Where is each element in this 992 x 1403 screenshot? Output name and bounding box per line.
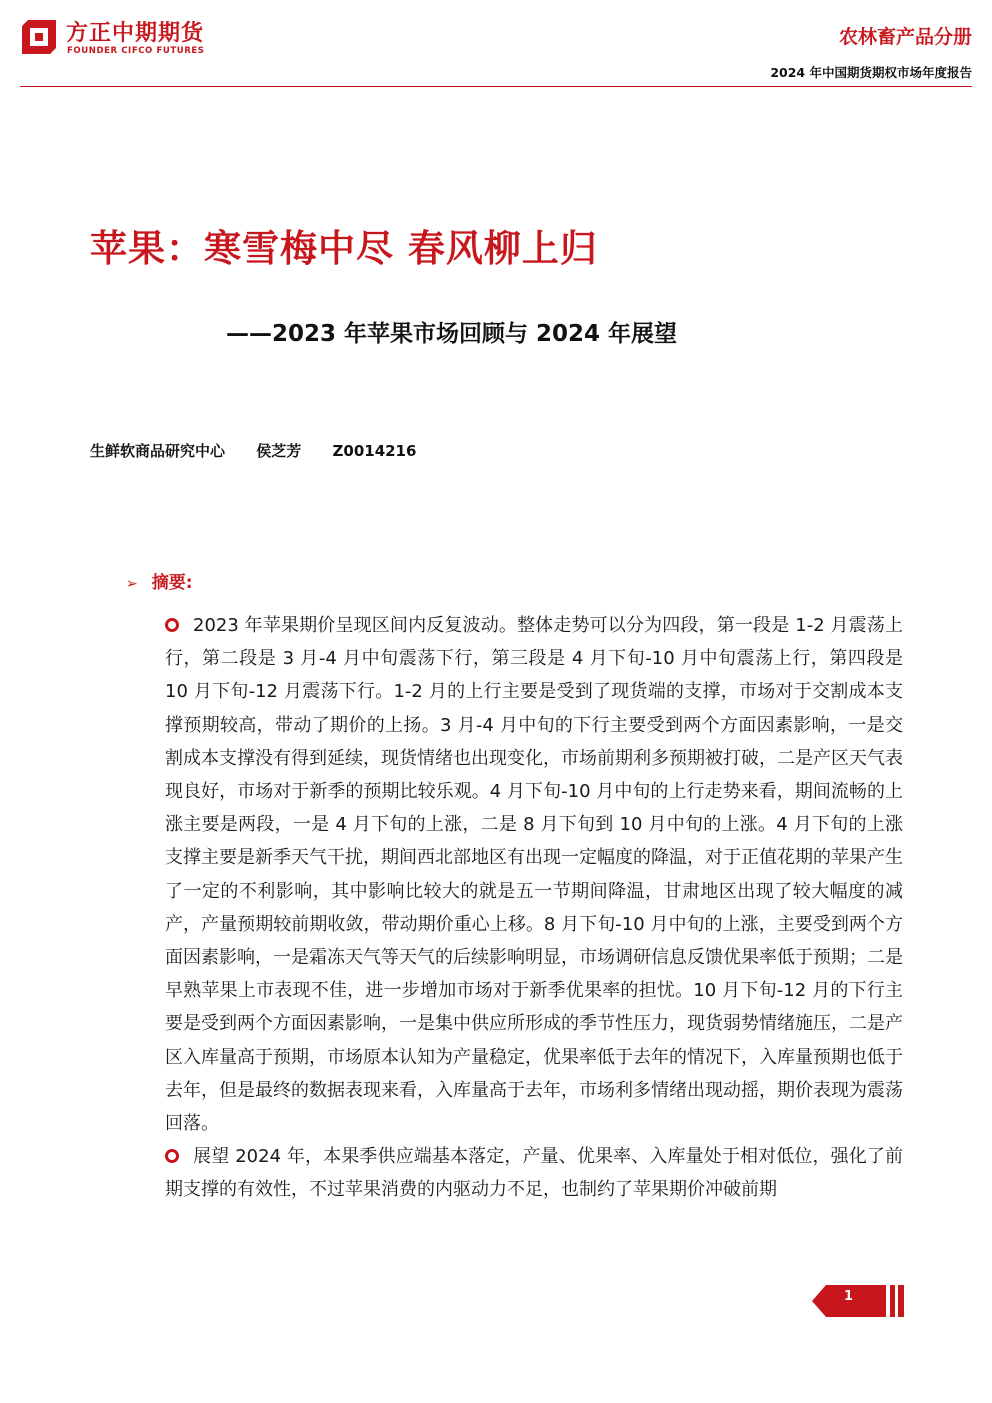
- company-logo: [20, 16, 220, 60]
- summary-paragraph: [165, 1140, 903, 1206]
- summary-paragraph-text: 2023 年苹果期价呈现区间内反复波动。整体走势可以分为四段，第一段是 1-2 月震荡上行，第二段是 3 月-4 月中旬震荡下行，第三段是 4 月下旬-10 月中旬震荡上行，第四段是 10 月下旬-12 月震荡下行。1-2 月的上行主要是受到了现货端的支撑，市场对于交割成本支撑预期较高，带动了期价的上扬。3 月-4 月中旬的下行主要受到两个方面因素影响，一是交割成本支撑没有得到延续，现货情绪也出现变化，市场前期利多预期被打破，二是产区天气表现良好，市场对于新季的预期比较乐观。4 月下旬-10 月中旬的上行走势来看，期间流畅的上涨主要是两段，一是 4 月下旬的上涨，二是 8 月下旬到 10 月中旬的上涨。4 月下旬的上涨支撑主要是新季天气干扰，期间西北部地区有出现一定幅度的降温，对于正值花期的苹果产生了一定的不利影响，其中影响比较大的就是五一节期间降温，甘肃地区出现了较大幅度的减产，产量预期较前期收敛，带动期价重心上移。8 月下旬-10 月中旬的上涨，主要受到两个方面因素影响，一是霜冻天气等天气的后续影响明显，市场调研信息反馈优果率低于预期；二是早熟苹果上市表现不佳，进一步增加市场对于新季优果率的担忧。10 月下旬-12 月的下行主要是受到两个方面因素影响，一是集中供应所形成的季节性压力，现货弱势情绪施压，二是产区入库量高于预期，市场原本认知为产量稳定，优果率低于去年的情况下，入库量预期也低于去年，但是最终的数据表现来看，入库量高于去年，市场利多情绪出现动摇，期价表现为震荡回落。: [165, 615, 903, 1135]
- report-category: 农林畜产品分册: [838, 26, 972, 48]
- page-subtitle: ——2023 年苹果市场回顾与 2024 年展望: [226, 321, 678, 347]
- logo-chinese-name: 方正中期期货: [66, 21, 205, 46]
- author-line: [90, 440, 442, 461]
- arrow-bullet-icon: ➢: [126, 576, 138, 592]
- summary-body: [165, 609, 903, 1207]
- author-department: 生鲜软商品研究中心: [90, 442, 226, 460]
- summary-paragraph: [165, 609, 903, 1140]
- circle-bullet-icon: [165, 618, 179, 632]
- summary-heading: [126, 568, 193, 593]
- header-divider: [20, 86, 972, 87]
- page-title: 苹果：寒雪梅中尽 春风柳上归: [90, 227, 598, 270]
- summary-paragraph-text: 展望 2024 年，本果季供应端基本落定，产量、优果率、入库量处于相对低位，强化了前期支撑的有效性，不过苹果消费的内驱动力不足，也制约了苹果期价冲破前期: [165, 1146, 903, 1201]
- page-number: 1: [844, 1289, 854, 1304]
- report-series-title: 2024 年中国期货期权市场年度报告: [770, 65, 972, 80]
- author-id: Z0014216: [332, 442, 417, 460]
- logo-english-name: FOUNDER CIFCO FUTURES: [67, 46, 205, 56]
- summary-heading-text: 摘要:: [151, 573, 193, 593]
- author-name: 侯芝芳: [256, 442, 302, 460]
- circle-bullet-icon: [165, 1149, 179, 1163]
- page-number-tab: [812, 1285, 904, 1317]
- logo-mark-icon: [20, 18, 58, 56]
